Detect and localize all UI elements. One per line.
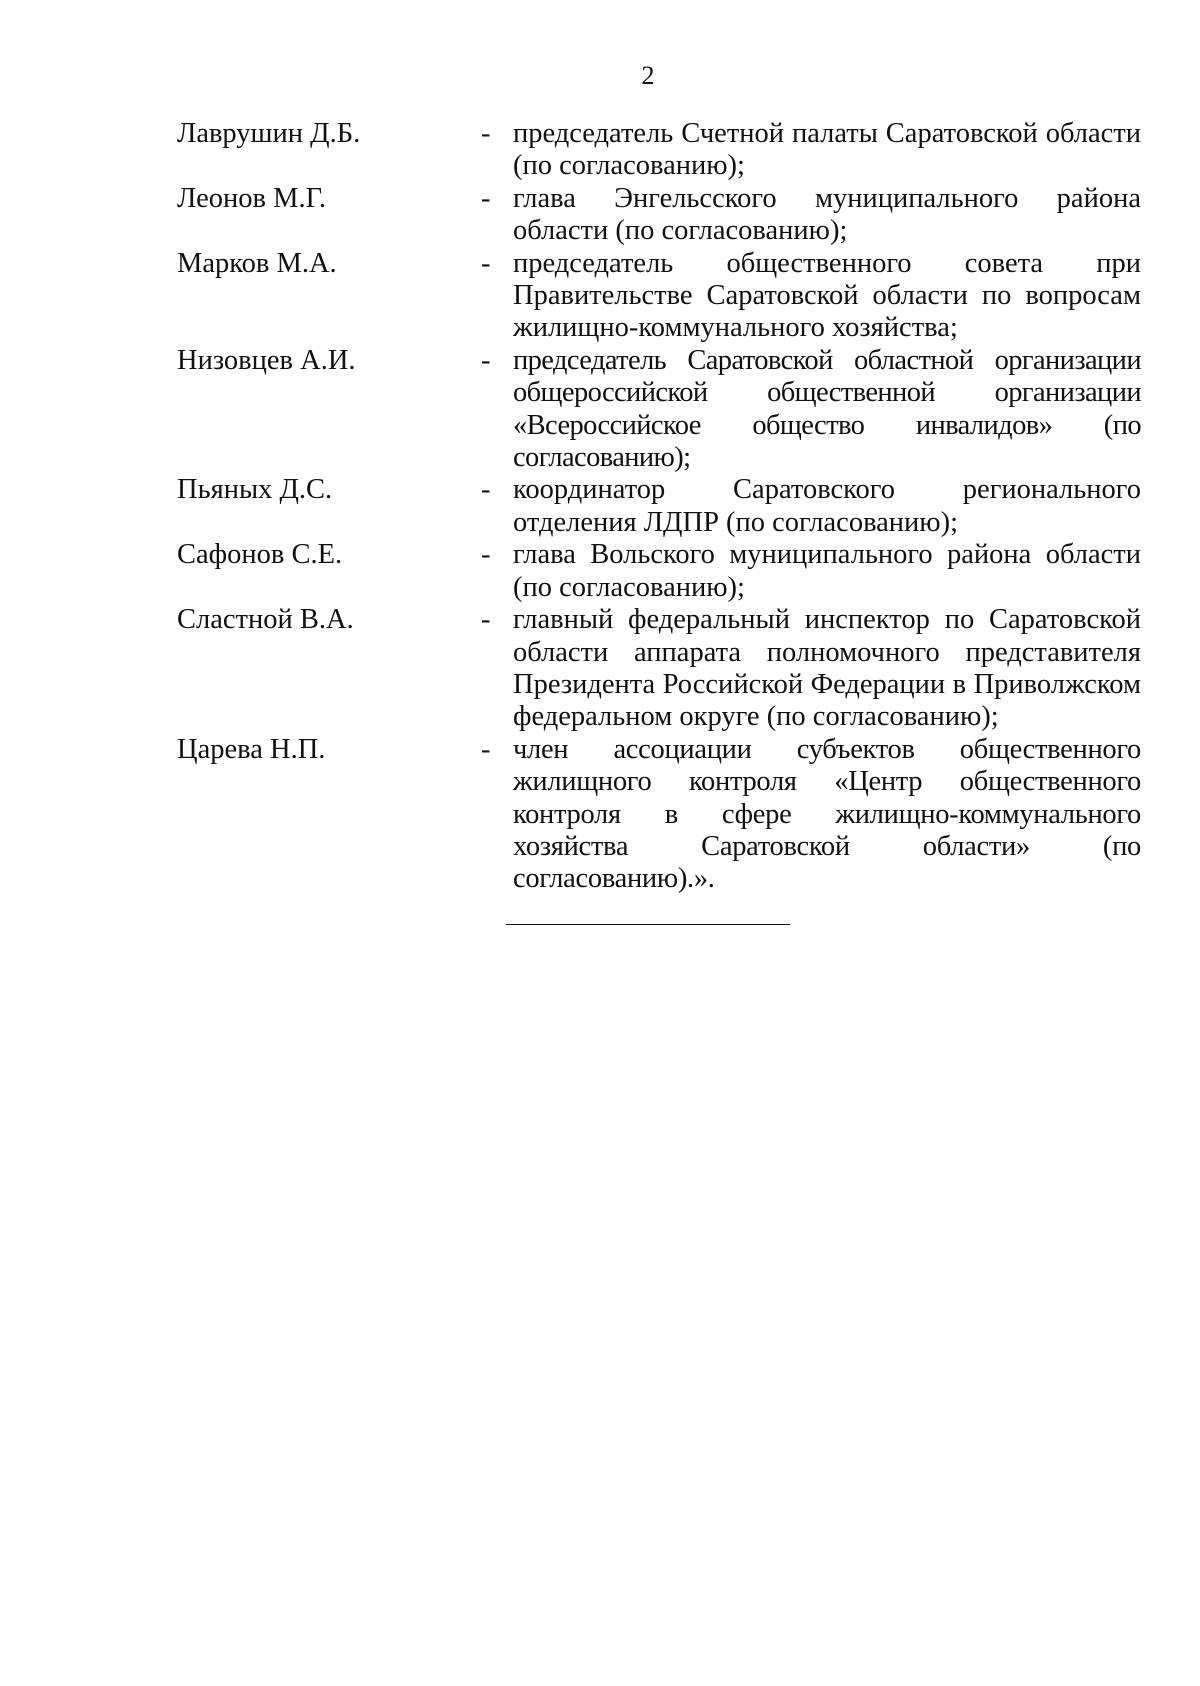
member-name: Царева Н.П. [177,733,326,765]
member-row [177,734,1141,896]
member-dash: - [481,604,491,636]
member-dash: - [481,539,491,571]
page-number: 2 [641,61,655,90]
member-name: Сластной В.А. [177,604,354,636]
member-name: Марков М.А. [177,247,337,279]
member-role: член ассоциации субъектов общественного жилищного контроля «Центр общественного контроля в сфере жилищно-коммунального хозяйства Саратовской области» (по согласованию).». [513,733,1141,895]
member-role: глава Вольского муниципального района области (по согласованию); [513,539,1141,603]
member-row [177,474,1141,539]
member-role: председатель Счетной палаты Саратовской области (по согласованию); [513,118,1141,182]
member-name: Низовцев А.И. [177,344,356,376]
closing-divider [506,924,790,925]
member-row [177,539,1141,604]
members-list [177,118,1141,896]
member-dash: - [481,733,491,765]
member-row [177,345,1141,475]
member-role: председатель общественного совета при Правительстве Саратовской области по вопросам жилищно-коммунального хозяйства; [513,247,1141,344]
member-role: председатель Саратовской областной организации общероссийской общественной организации «Всероссийское общество инвалидов» (по согласованию); [513,344,1141,474]
member-name: Сафонов С.Е. [177,539,343,571]
member-name: Леонов М.Г. [177,182,326,214]
member-name: Лаврушин Д.Б. [177,118,361,149]
member-row [177,118,1141,183]
member-row [177,183,1141,248]
member-row [177,248,1141,345]
member-name: Пьяных Д.С. [177,474,333,506]
member-dash: - [481,118,491,149]
member-dash: - [481,344,491,376]
member-dash: - [481,247,491,279]
member-row [177,604,1141,734]
member-role: главный федеральный инспектор по Саратовской области аппарата полномочного представителя Президента Российской Федерации в Приволжском федеральном округе (по согласованию); [513,604,1141,733]
member-dash: - [481,182,491,214]
member-dash: - [481,474,491,506]
member-role: глава Энгельсского муниципального района области (по согласованию); [513,182,1141,247]
member-role: координатор Саратовского регионального отделения ЛДПР (по согласованию); [513,474,1141,538]
